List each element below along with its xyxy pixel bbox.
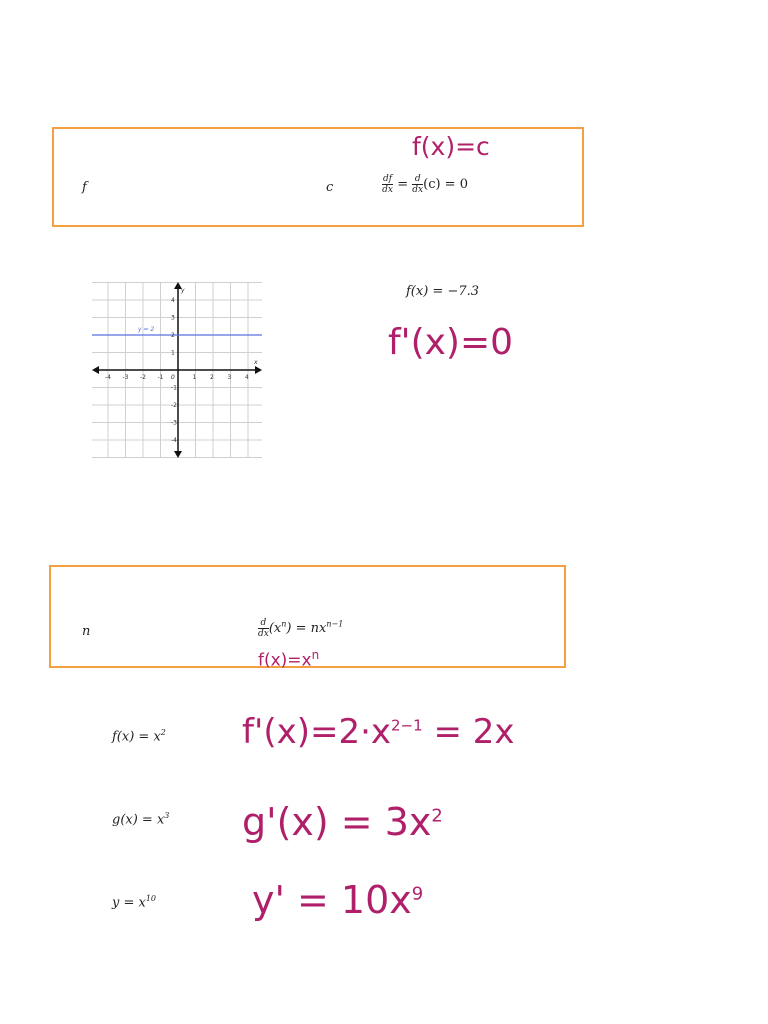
- lhs-2-text: g(x) = x: [112, 812, 165, 828]
- y-axis-arrow-down: [174, 451, 182, 458]
- formula-eq: =: [397, 177, 409, 192]
- variable-n: n: [82, 624, 91, 639]
- frac-d: d: [412, 174, 423, 185]
- x-tick-label: -2: [140, 374, 146, 381]
- hw-1-b: = 2x: [422, 712, 515, 752]
- power-formula-n: n: [281, 619, 287, 629]
- x-tick-label: 4: [245, 374, 249, 381]
- hw-1-a: f'(x)=2·x: [242, 712, 392, 752]
- example-lhs-2: [112, 811, 169, 827]
- x-tick-label: 1: [192, 374, 197, 381]
- hw-2-exp: 2: [431, 805, 443, 827]
- variable-c: c: [326, 180, 334, 195]
- power-rule-formula: [258, 618, 343, 639]
- lhs-2-exp: 3: [164, 811, 170, 820]
- x-tick-label: -1: [157, 374, 164, 381]
- x-axis-arrow-left: [92, 366, 99, 374]
- example-lhs-3: [112, 894, 156, 910]
- hw-fxn-exp: n: [311, 648, 320, 662]
- x-axis-label: x: [254, 359, 258, 366]
- handwritten-f-equals-c: f(x)=c: [412, 132, 490, 161]
- power-formula-x: (x: [268, 621, 282, 636]
- handwritten-answer-2: [242, 800, 443, 844]
- power-formula-eq: ) = nx: [286, 621, 327, 636]
- constant-rule-box: [52, 127, 584, 227]
- x-axis-arrow-right: [255, 366, 262, 374]
- y-axis-label: y: [181, 287, 185, 294]
- frac-dx: dx: [382, 185, 393, 195]
- y-tick-label: 2: [171, 332, 175, 339]
- constant-rule-formula: [382, 174, 468, 195]
- y-tick-label: -3: [171, 419, 177, 427]
- formula-rest: (c) = 0: [423, 177, 468, 192]
- power-formula-exp: n−1: [326, 619, 344, 629]
- origin-label: 0: [171, 374, 175, 381]
- x-tick-label: 3: [227, 374, 232, 381]
- lhs-1-exp: 2: [160, 728, 166, 737]
- x-tick-label: 2: [210, 374, 214, 381]
- x-tick-label: -4: [105, 374, 111, 381]
- handwritten-answer-3: [252, 878, 423, 922]
- variable-f: f: [82, 180, 87, 195]
- example-equation-constant: f(x) = −7.3: [406, 284, 480, 299]
- lhs-3-text: y = x: [112, 895, 146, 911]
- power-frac-d: d: [258, 618, 269, 629]
- example-lhs-1: [112, 728, 166, 744]
- y-tick-label: -4: [171, 437, 177, 444]
- y-tick-label: 3: [171, 314, 175, 322]
- hw-3-exp: 9: [411, 883, 424, 905]
- handwritten-answer-1: [242, 712, 515, 752]
- y-tick-label: -1: [171, 384, 177, 392]
- handwritten-f-equals-x-n: [258, 648, 319, 671]
- hw-fxn-base: f(x)=x: [258, 650, 312, 671]
- function-line-label: y = 2: [138, 326, 155, 333]
- lhs-3-exp: 10: [145, 894, 157, 903]
- lhs-1-text: f(x) = x: [112, 729, 161, 745]
- hw-2-a: g'(x) = 3x: [242, 800, 432, 844]
- y-tick-label: -2: [171, 402, 177, 409]
- y-tick-label: 4: [171, 297, 175, 304]
- frac-dx-2: dx: [412, 185, 424, 195]
- power-frac-dx: dx: [258, 629, 269, 639]
- constant-function-graph: [92, 282, 262, 458]
- x-tick-label: -3: [122, 374, 129, 381]
- hw-1-exp: 2−1: [391, 716, 423, 735]
- hw-3-a: y' = 10x: [252, 878, 412, 922]
- frac-df: df: [383, 174, 393, 184]
- handwritten-f-prime-zero: f'(x)=0: [388, 322, 514, 363]
- y-tick-label: 1: [171, 349, 175, 357]
